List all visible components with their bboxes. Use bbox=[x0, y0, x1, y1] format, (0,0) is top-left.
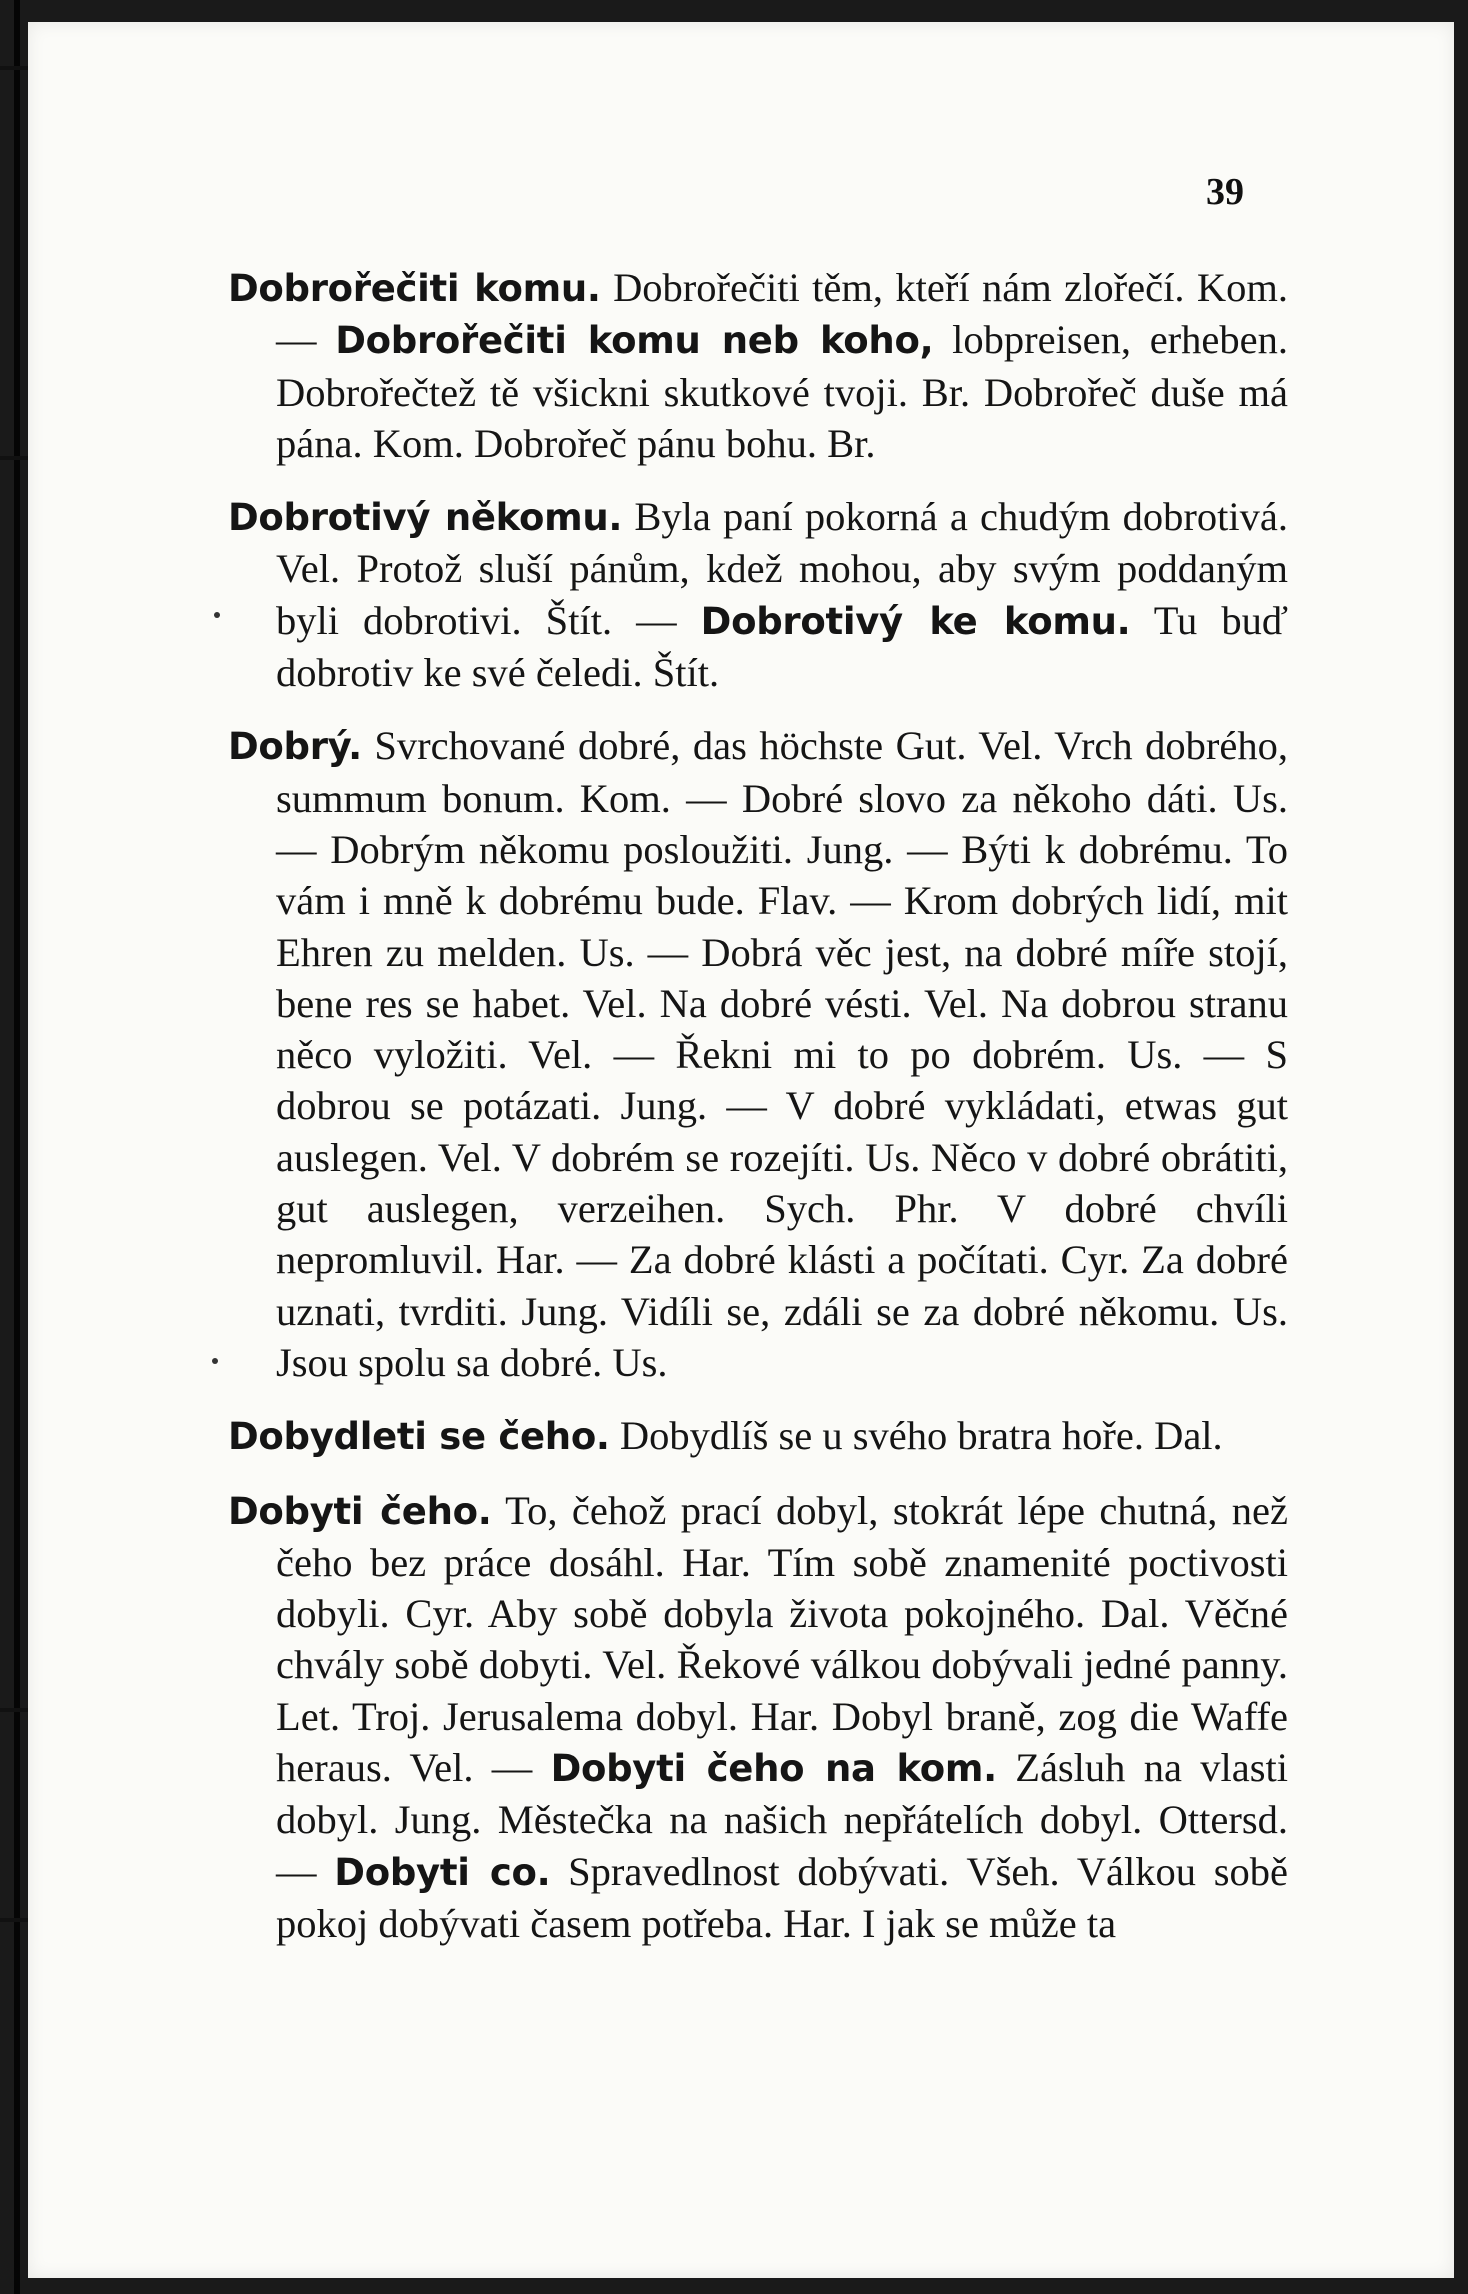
entry-headword: Dobrotivý ke komu. bbox=[700, 599, 1131, 643]
entry-text: Dobrořečiti těm, kteří nám zlořečí. Kom. — bbox=[276, 265, 1288, 363]
dictionary-entry bbox=[228, 491, 1288, 698]
entry-headword: Dobydleti se čeho. bbox=[228, 1415, 610, 1459]
entry-text: Spravedlnost dobývati. Všeh. Válkou sobě pokoj dobývati časem potřeba. Har. I jak se může ta bbox=[276, 1848, 1288, 1946]
entry-headword: Dobrořečiti komu. bbox=[228, 267, 601, 310]
book-page bbox=[28, 22, 1454, 2278]
entry-headword: Dobyti co. bbox=[334, 1850, 551, 1894]
entry-headword: Dobyti čeho. bbox=[228, 1489, 492, 1533]
entry-text: Tu buď dobrotiv ke své čeledi. Štít. bbox=[276, 597, 1288, 696]
crop-mark bbox=[0, 1918, 28, 1922]
crop-mark bbox=[0, 66, 28, 70]
dictionary-text bbox=[228, 262, 1288, 1971]
dictionary-entry bbox=[228, 1485, 1288, 1950]
dictionary-entry bbox=[228, 720, 1288, 1388]
entry-headword: Dobyti čeho na kom. bbox=[550, 1747, 997, 1791]
entry-text: Byla paní pokorná a chudým dobrotivá. Vel. Protož sluší pánům, kdež mohou, aby svým poddaným byli dobrotivi. Štít. — bbox=[276, 494, 1288, 643]
print-speck bbox=[214, 612, 220, 618]
dictionary-entry bbox=[228, 262, 1288, 469]
entry-text: lobpreisen, erheben. Dobrořečtež tě všickni skutkové tvoji. Br. Dobrořeč duše má pána. Kom. Dobrořeč pánu bohu. Br. bbox=[276, 317, 1288, 466]
entry-headword: Dobrý. bbox=[228, 725, 362, 769]
page-number: 39 bbox=[1206, 171, 1244, 213]
entry-headword: Dobrořečiti komu neb koho, bbox=[335, 319, 934, 363]
entry-text: Dobydlíš se u svého bratra hoře. Dal. bbox=[609, 1413, 1223, 1459]
print-speck bbox=[212, 1358, 218, 1364]
binding-edge bbox=[14, 0, 20, 2294]
entry-headword: Dobrotivý někomu. bbox=[228, 496, 623, 540]
dictionary-entry bbox=[228, 1410, 1288, 1462]
entry-text: To, čehož prací dobyl, stokrát lépe chutná, než čeho bez práce dosáhl. Har. Tím sobě znamenité poctivosti dobyli. Cyr. Aby sobě dobyla života pokojného. Dal. Věčné chvály sobě dobyti. Vel. Řekové válkou dobývali jedné panny. Let. Troj. Jerusalema dobyl. Har. Dobyl braně, zog die Waffe heraus. Vel. — bbox=[276, 1487, 1289, 1791]
crop-mark bbox=[0, 1708, 28, 1712]
crop-mark bbox=[0, 456, 28, 460]
entry-text: Svrchované dobré, das höchste Gut. Vel. Vrch dobrého, summum bonum. Kom. — Dobré slovo za někoho dáti. Us. — Dobrým někomu posloužiti. Jung. — Býti k dobrému. To vám i mně k dobrému bude. Flav. — Krom dobrých lidí, mit Ehren zu melden. Us. — Dobrá věc jest, na dobré míře stojí, bene res se habet. Vel. Na dobré vésti. Vel. Na dobrou stranu něco vyložiti. Vel. — Řekni mi to po dobrém. Us. — S dobrou se potázati. Jung. — V dobré vykládati, etwas gut auslegen. Vel. V dobrém se rozejíti. Us. Něco v dobré obrátiti, gut auslegen, verzeihen. Sych. Phr. V dobré chvíli nepromluvil. Har. — Za dobré klásti a počítati. Cyr. Za dobré uznati, tvrditi. Jung. Vidíli se, zdáli se za dobré někomu. Us. Jsou spolu sa dobré. Us. bbox=[276, 723, 1288, 1385]
entry-text: Zásluh na vlasti dobyl. Jung. Městečka na našich nepřátelích dobyl. Ottersd. — bbox=[276, 1745, 1288, 1894]
